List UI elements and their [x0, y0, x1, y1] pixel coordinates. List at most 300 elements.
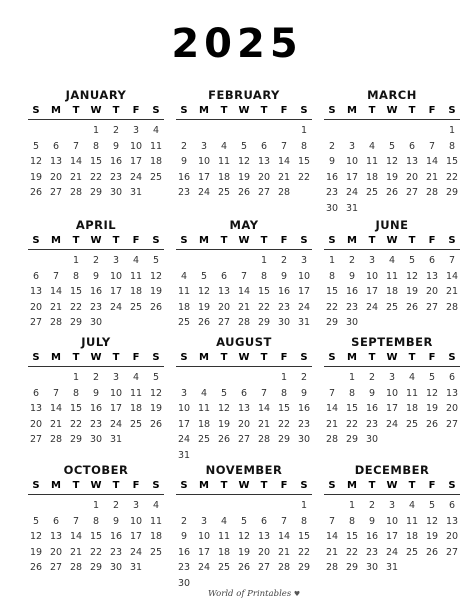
- day-cell: 27: [217, 317, 231, 328]
- day-cell: 5: [388, 140, 396, 152]
- day-cell: 18: [405, 531, 419, 542]
- weekday-header: T: [112, 480, 120, 491]
- day-cell: 6: [428, 255, 436, 266]
- day-cell: [174, 498, 194, 514]
- day-cell: 10: [129, 140, 143, 152]
- weekday-header: T: [220, 235, 228, 246]
- day-cell: 8: [280, 387, 288, 399]
- day-cell: 14: [445, 270, 459, 282]
- day-cell: 8: [260, 270, 268, 282]
- day-cell: 15: [297, 531, 311, 542]
- day-cell: 5: [220, 387, 228, 399]
- day-cell: 8: [72, 387, 80, 399]
- day-cell: 6: [52, 515, 60, 527]
- day-cell: 16: [177, 546, 191, 558]
- weekday-header: S: [152, 235, 160, 246]
- day-cell: 4: [132, 255, 140, 266]
- day-cell: 6: [220, 270, 228, 282]
- day-cell: 15: [345, 531, 359, 542]
- day-cell: 10: [197, 531, 211, 542]
- day-cell: 16: [177, 171, 191, 183]
- day-cell: [194, 253, 214, 269]
- day-cell: 1: [348, 372, 356, 383]
- day-cell: 4: [408, 500, 416, 511]
- day-cell: 13: [217, 286, 231, 297]
- day-cell: 19: [197, 301, 211, 313]
- day-cell: 5: [240, 140, 248, 152]
- month-march: [322, 88, 462, 216]
- weekday-header: S: [328, 480, 336, 491]
- day-cell: 1: [92, 125, 100, 136]
- weekday-header: F: [132, 105, 140, 116]
- weekday-header: F: [428, 480, 436, 491]
- day-cell: 21: [425, 171, 439, 183]
- day-cell: 3: [132, 125, 140, 136]
- weekday-header: T: [72, 352, 80, 363]
- month-june: [322, 218, 462, 331]
- weekday-header: W: [90, 352, 102, 363]
- day-cell: 15: [89, 156, 103, 167]
- day-cell: 2: [368, 372, 376, 383]
- day-cell: 20: [29, 301, 43, 313]
- month-december: [322, 463, 462, 576]
- day-cell: 28: [69, 562, 83, 573]
- day-cell: 18: [129, 286, 143, 297]
- header-divider: [28, 494, 164, 495]
- weekday-header: S: [328, 105, 336, 116]
- weekday-header: M: [199, 105, 209, 116]
- day-cell: 22: [445, 171, 459, 183]
- day-cell: 28: [325, 562, 339, 573]
- day-cell: 4: [152, 500, 160, 511]
- day-cell: 15: [277, 403, 291, 414]
- weekday-header: T: [220, 480, 228, 491]
- day-cell: 15: [445, 156, 459, 167]
- day-cell: 7: [52, 387, 60, 399]
- day-cell: [26, 253, 46, 269]
- month-january: [26, 88, 166, 201]
- day-cell: 10: [385, 515, 399, 527]
- weekday-header: T: [260, 235, 268, 246]
- day-cell: 23: [345, 301, 359, 313]
- day-cell: [274, 123, 294, 139]
- weekday-header: T: [72, 235, 80, 246]
- weekday-header: S: [180, 105, 188, 116]
- day-cell: 17: [109, 286, 123, 297]
- day-cell: 10: [345, 156, 359, 167]
- day-cell: 26: [425, 418, 439, 430]
- day-cell: 3: [388, 372, 396, 383]
- day-cell: 22: [69, 301, 83, 313]
- day-cell: 10: [385, 387, 399, 399]
- day-cell: 29: [257, 317, 271, 328]
- day-cell: [382, 123, 402, 139]
- day-cell: 14: [277, 531, 291, 542]
- day-cell: 10: [109, 270, 123, 282]
- weekday-header: F: [428, 235, 436, 246]
- day-cell: 30: [109, 562, 123, 573]
- day-cell: 26: [149, 301, 163, 313]
- day-cell: 8: [348, 515, 356, 527]
- weekday-header: M: [51, 105, 61, 116]
- weekday-header: M: [199, 480, 209, 491]
- day-cell: 17: [365, 286, 379, 297]
- day-cell: 2: [300, 372, 308, 383]
- day-cell: 8: [348, 387, 356, 399]
- day-cell: 17: [109, 403, 123, 414]
- day-cell: 13: [257, 156, 271, 167]
- day-cell: 27: [405, 187, 419, 198]
- day-cell: 22: [345, 418, 359, 430]
- day-cell: 27: [237, 434, 251, 445]
- day-cell: 22: [89, 546, 103, 558]
- day-cell: [46, 498, 66, 514]
- weekday-header: T: [368, 105, 376, 116]
- weekday-header: T: [368, 235, 376, 246]
- month-name: AUGUST: [216, 335, 272, 349]
- day-cell: 29: [445, 187, 459, 198]
- month-name: NOVEMBER: [205, 463, 283, 477]
- day-cell: 28: [445, 301, 459, 313]
- day-cell: 23: [365, 546, 379, 558]
- day-cell: 6: [448, 500, 456, 511]
- weekday-header: W: [238, 352, 250, 363]
- header-divider: [324, 249, 460, 250]
- day-cell: 3: [200, 515, 208, 527]
- header-divider: [176, 119, 312, 120]
- day-cell: 21: [445, 286, 459, 297]
- day-cell: 30: [325, 202, 339, 214]
- day-cell: 19: [237, 171, 251, 183]
- day-cell: 26: [405, 301, 419, 313]
- month-july: [26, 335, 166, 448]
- day-cell: 24: [109, 301, 123, 313]
- day-cell: 3: [112, 255, 120, 266]
- day-cell: 4: [368, 140, 376, 152]
- day-cell: 29: [297, 562, 311, 573]
- day-cell: 21: [49, 418, 63, 430]
- day-cell: 16: [365, 531, 379, 542]
- day-cell: 18: [217, 546, 231, 558]
- day-cell: 15: [69, 403, 83, 414]
- day-cell: [66, 498, 86, 514]
- day-cell: [26, 498, 46, 514]
- day-cell: 31: [345, 202, 359, 214]
- day-cell: 12: [197, 286, 211, 297]
- month-name: SEPTEMBER: [351, 335, 433, 349]
- day-cell: [174, 370, 194, 386]
- day-cell: 27: [445, 418, 459, 430]
- day-cell: 16: [89, 403, 103, 414]
- day-cell: 20: [445, 403, 459, 414]
- day-cell: 3: [348, 140, 356, 152]
- day-cell: 14: [425, 156, 439, 167]
- day-cell: 10: [129, 515, 143, 527]
- weekday-header: T: [72, 105, 80, 116]
- day-cell: 25: [405, 418, 419, 430]
- header-divider: [28, 366, 164, 367]
- day-cell: 12: [29, 531, 43, 542]
- weekday-header: F: [132, 352, 140, 363]
- month-name: APRIL: [75, 218, 117, 232]
- day-cell: 22: [69, 418, 83, 430]
- day-cell: 17: [297, 286, 311, 297]
- weekday-header: F: [280, 352, 288, 363]
- day-cell: [174, 253, 194, 269]
- day-cell: 9: [348, 270, 356, 282]
- weekday-header: T: [112, 352, 120, 363]
- day-cell: 1: [72, 372, 80, 383]
- day-cell: 4: [408, 372, 416, 383]
- day-cell: 28: [69, 187, 83, 198]
- weekday-header: M: [199, 235, 209, 246]
- day-cell: 12: [237, 156, 251, 167]
- weekday-header: F: [280, 105, 288, 116]
- day-cell: 8: [328, 270, 336, 282]
- day-cell: [402, 123, 422, 139]
- weekday-header: M: [347, 235, 357, 246]
- month-name: DECEMBER: [354, 463, 430, 477]
- day-cell: 20: [49, 546, 63, 558]
- day-cell: [254, 123, 274, 139]
- day-cell: 12: [425, 515, 439, 527]
- day-cell: 8: [92, 140, 100, 152]
- day-cell: 25: [217, 187, 231, 198]
- day-cell: 12: [385, 156, 399, 167]
- weekday-header: F: [132, 235, 140, 246]
- day-cell: 14: [69, 531, 83, 542]
- header-divider: [176, 366, 312, 367]
- day-cell: 17: [177, 418, 191, 430]
- day-cell: 18: [197, 418, 211, 430]
- weekday-header: M: [51, 480, 61, 491]
- day-cell: 5: [32, 140, 40, 152]
- day-cell: 23: [109, 171, 123, 183]
- year-title: 2025: [171, 21, 303, 67]
- heart-icon: ♥: [293, 590, 301, 598]
- weekday-header: M: [347, 480, 357, 491]
- day-cell: 21: [69, 171, 83, 183]
- day-cell: 12: [29, 156, 43, 167]
- day-cell: 29: [325, 317, 339, 328]
- weekday-header: S: [300, 352, 308, 363]
- day-cell: 19: [237, 546, 251, 558]
- day-cell: 30: [365, 434, 379, 445]
- day-cell: 23: [89, 301, 103, 313]
- day-cell: 2: [112, 125, 120, 136]
- day-cell: 13: [49, 531, 63, 542]
- day-cell: 19: [425, 403, 439, 414]
- day-cell: 13: [49, 156, 63, 167]
- weekday-header: S: [300, 235, 308, 246]
- header-divider: [324, 366, 460, 367]
- day-cell: 18: [129, 403, 143, 414]
- day-cell: 23: [365, 418, 379, 430]
- day-cell: 24: [297, 301, 311, 313]
- day-cell: 25: [365, 187, 379, 198]
- month-name: MAY: [229, 218, 259, 232]
- weekday-header: S: [152, 105, 160, 116]
- day-cell: 24: [177, 434, 191, 445]
- day-cell: 14: [257, 403, 271, 414]
- day-cell: [362, 123, 382, 139]
- month-august: [174, 335, 314, 463]
- weekday-header: S: [32, 480, 40, 491]
- day-cell: 12: [149, 387, 163, 399]
- day-cell: 30: [365, 562, 379, 573]
- month-name: FEBRUARY: [208, 88, 280, 102]
- day-cell: 22: [257, 301, 271, 313]
- day-cell: [274, 498, 294, 514]
- day-cell: 7: [328, 387, 336, 399]
- day-cell: 3: [300, 255, 308, 266]
- day-cell: 28: [49, 434, 63, 445]
- day-cell: 20: [29, 418, 43, 430]
- day-cell: 22: [345, 546, 359, 558]
- weekday-header: W: [238, 105, 250, 116]
- day-cell: 17: [385, 403, 399, 414]
- weekday-header: F: [280, 235, 288, 246]
- weekday-header: M: [199, 352, 209, 363]
- day-cell: [254, 370, 274, 386]
- day-cell: 6: [52, 140, 60, 152]
- day-cell: 28: [277, 187, 291, 198]
- day-cell: 11: [217, 531, 231, 542]
- day-cell: 1: [92, 500, 100, 511]
- day-cell: 26: [237, 562, 251, 573]
- day-cell: 27: [425, 301, 439, 313]
- weekday-header: S: [328, 352, 336, 363]
- day-cell: 1: [300, 125, 308, 136]
- weekday-header: T: [408, 352, 416, 363]
- weekday-header: T: [408, 105, 416, 116]
- day-cell: 13: [237, 403, 251, 414]
- day-cell: [234, 123, 254, 139]
- day-cell: [234, 498, 254, 514]
- day-cell: 19: [217, 418, 231, 430]
- day-cell: 7: [72, 515, 80, 527]
- day-cell: 9: [180, 531, 188, 542]
- day-cell: 20: [425, 286, 439, 297]
- weekday-header: S: [448, 105, 456, 116]
- day-cell: 16: [365, 403, 379, 414]
- day-cell: 31: [385, 562, 399, 573]
- weekday-header: W: [386, 235, 398, 246]
- day-cell: 1: [328, 255, 336, 266]
- day-cell: 19: [385, 171, 399, 183]
- day-cell: 8: [448, 140, 456, 152]
- weekday-header: T: [260, 480, 268, 491]
- day-cell: 9: [112, 515, 120, 527]
- day-cell: 3: [180, 387, 188, 399]
- day-cell: [234, 370, 254, 386]
- day-cell: 2: [92, 372, 100, 383]
- day-cell: 5: [428, 372, 436, 383]
- weekday-header: F: [280, 480, 288, 491]
- day-cell: 1: [280, 372, 288, 383]
- day-cell: [194, 498, 214, 514]
- header-divider: [176, 249, 312, 250]
- day-cell: 1: [260, 255, 268, 266]
- day-cell: 9: [328, 156, 336, 167]
- day-cell: 16: [109, 531, 123, 542]
- day-cell: 13: [445, 515, 459, 527]
- day-cell: 24: [345, 187, 359, 198]
- day-cell: 7: [52, 270, 60, 282]
- day-cell: 21: [277, 171, 291, 183]
- day-cell: 30: [345, 317, 359, 328]
- day-cell: 2: [180, 140, 188, 152]
- day-cell: 5: [152, 372, 160, 383]
- weekday-header: T: [408, 235, 416, 246]
- day-cell: 21: [325, 418, 339, 430]
- day-cell: 11: [405, 387, 419, 399]
- day-cell: 26: [385, 187, 399, 198]
- day-cell: 14: [277, 156, 291, 167]
- day-cell: [174, 123, 194, 139]
- day-cell: 24: [197, 187, 211, 198]
- weekday-header: M: [51, 235, 61, 246]
- day-cell: 12: [149, 270, 163, 282]
- day-cell: 9: [92, 387, 100, 399]
- weekday-header: S: [32, 352, 40, 363]
- day-cell: 28: [237, 317, 251, 328]
- day-cell: 23: [297, 418, 311, 430]
- day-cell: 1: [72, 255, 80, 266]
- day-cell: 19: [29, 171, 43, 183]
- day-cell: 24: [129, 171, 143, 183]
- day-cell: 16: [325, 171, 339, 183]
- day-cell: [46, 370, 66, 386]
- day-cell: 10: [109, 387, 123, 399]
- weekday-header: W: [386, 352, 398, 363]
- day-cell: 24: [385, 546, 399, 558]
- day-cell: 7: [280, 515, 288, 527]
- weekday-header: T: [260, 105, 268, 116]
- day-cell: 9: [180, 156, 188, 167]
- weekday-header: T: [368, 352, 376, 363]
- day-cell: 21: [69, 546, 83, 558]
- day-cell: 1: [448, 125, 456, 136]
- day-cell: 25: [129, 418, 143, 430]
- day-cell: 4: [152, 125, 160, 136]
- day-cell: 18: [405, 403, 419, 414]
- day-cell: 4: [220, 515, 228, 527]
- day-cell: 28: [49, 317, 63, 328]
- day-cell: 5: [428, 500, 436, 511]
- weekday-header: F: [132, 480, 140, 491]
- day-cell: 28: [257, 434, 271, 445]
- day-cell: 18: [385, 286, 399, 297]
- day-cell: 10: [365, 270, 379, 282]
- weekday-header: S: [152, 480, 160, 491]
- day-cell: 10: [177, 403, 191, 414]
- day-cell: 25: [385, 301, 399, 313]
- weekday-header: S: [300, 480, 308, 491]
- day-cell: 13: [257, 531, 271, 542]
- day-cell: [322, 370, 342, 386]
- weekday-header: F: [428, 105, 436, 116]
- day-cell: 25: [405, 546, 419, 558]
- day-cell: 1: [300, 500, 308, 511]
- day-cell: 7: [328, 515, 336, 527]
- day-cell: 11: [149, 515, 163, 527]
- day-cell: 8: [300, 140, 308, 152]
- weekday-header: S: [180, 235, 188, 246]
- day-cell: 23: [277, 301, 291, 313]
- month-february: [174, 88, 314, 201]
- day-cell: 6: [260, 140, 268, 152]
